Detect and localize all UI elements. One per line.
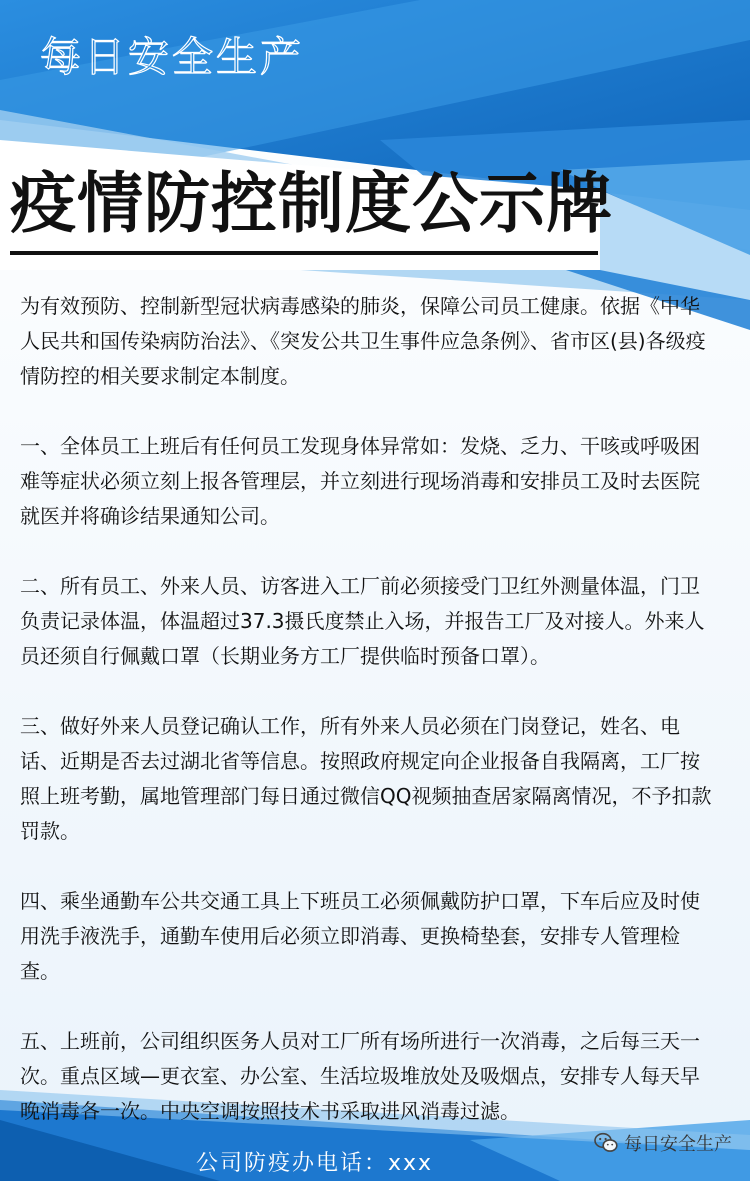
brand-name: 每日安全生产 bbox=[40, 33, 304, 81]
wechat-watermark bbox=[594, 1130, 732, 1156]
paragraph-rule-2: 二、所有员工、外来人员、访客进入工厂前必须接受门卫红外测量体温，门卫负责记录体温，体温超过37.3摄氏度禁止入场，并报告工厂及对接人。外来人员还须自行佩戴口罩（长期业务方工厂提供临时预备口罩）。 bbox=[20, 574, 705, 668]
paragraph-rule-1: 一、全体员工上班后有任何员工发现身体异常如：发烧、乏力、干咳或呼吸困难等症状必须立刻上报各管理层，并立刻进行现场消毒和安排员工及时去医院就医并将确诊结果通知公司。 bbox=[20, 434, 700, 528]
paragraph-rule-3: 三、做好外来人员登记确认工作，所有外来人员必须在门岗登记，姓名、电话、近期是否去过湖北省等信息。按照政府规定向企业报备自我隔离，工厂按照上班考勤，属地管理部门每日通过微信QQ视频抽查居家隔离情况，不予扣款罚款。 bbox=[20, 714, 712, 843]
paragraph-intro: 为有效预防、控制新型冠状病毒感染的肺炎，保障公司员工健康。依据《中华人民共和国传染病防治法》、《突发公共卫生事件应急条例》、省市区(县)各级疫情防控的相关要求制定本制度。 bbox=[20, 294, 706, 388]
title-divider bbox=[10, 251, 598, 255]
paragraph-rule-5: 五、上班前，公司组织医务人员对工厂所有场所进行一次消毒，之后每三天一次。重点区域—更衣室、办公室、生活垃圾堆放处及吸烟点，安排专人每天早晚消毒各一次。中央空调按照技术书采取进风消毒过滤。 bbox=[20, 1029, 700, 1123]
page-title: 疫情防控制度公示牌 bbox=[10, 165, 613, 242]
watermark-text: 每日安全生产 bbox=[624, 1134, 732, 1155]
wechat-icon bbox=[594, 1132, 618, 1154]
notice-body bbox=[20, 289, 716, 1164]
paragraph-rule-4: 四、乘坐通勤车公共交通工具上下班员工必须佩戴防护口罩，下车后应及时使用洗手液洗手，通勤车使用后必须立即消毒、更换椅垫套，安排专人管理检查。 bbox=[20, 889, 700, 983]
epidemic-office-phone: 公司防疫办电话：xxx bbox=[196, 1151, 434, 1176]
